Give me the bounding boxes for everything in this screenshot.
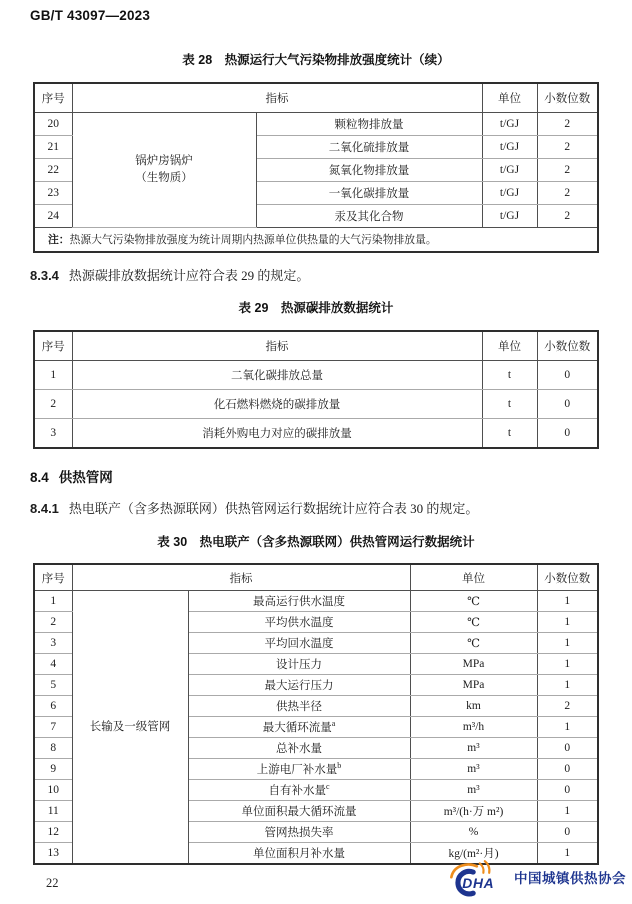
decimals-cell: 2 [537, 696, 598, 717]
decimals-cell: 0 [537, 390, 598, 419]
clause-text: 热电联产（含多热源联网）供热管网运行数据统计应符合表 30 的规定。 [68, 501, 479, 516]
indicator-text: 管网热损失率 [264, 827, 334, 839]
indicator-cell [188, 696, 410, 717]
col-header-seq: 序号 [34, 564, 72, 591]
table30-caption: 表 30 热电联产（含多热源联网）供热管网运行数据统计 [157, 535, 475, 549]
seq-cell: 10 [34, 780, 72, 801]
indicator-cell: 氮氧化物排放量 [256, 159, 482, 182]
decimals-cell: 1 [537, 675, 598, 696]
table30-header-row [34, 564, 598, 591]
decimals-cell: 1 [537, 843, 598, 865]
unit-cell: ℃ [410, 633, 537, 654]
seq-cell: 5 [34, 675, 72, 696]
note-label: 注： [48, 234, 70, 246]
indicator-cell [188, 717, 410, 738]
col-header-indicator: 指标 [72, 564, 410, 591]
indicator-cell: 汞及其化合物 [256, 205, 482, 228]
table30-group-cell [72, 591, 188, 865]
table30 [33, 563, 599, 865]
seq-cell: 1 [34, 361, 72, 390]
decimals-cell: 2 [537, 159, 598, 182]
table28 [33, 82, 599, 253]
indicator-cell [188, 675, 410, 696]
seq-cell: 2 [34, 612, 72, 633]
unit-cell: MPa [410, 654, 537, 675]
decimals-cell: 0 [537, 419, 598, 449]
decimals-cell: 1 [537, 591, 598, 612]
table-row [34, 361, 598, 390]
indicator-cell [188, 780, 410, 801]
seq-cell: 23 [34, 182, 72, 205]
seq-cell: 1 [34, 591, 72, 612]
decimals-cell: 2 [537, 182, 598, 205]
indicator-cell: 颗粒物排放量 [256, 113, 482, 136]
seq-cell: 11 [34, 801, 72, 822]
unit-cell: t [482, 419, 537, 449]
indicator-text: 供热半径 [276, 701, 322, 713]
decimals-cell: 0 [537, 822, 598, 843]
unit-cell: t/GJ [482, 113, 537, 136]
decimals-cell: 0 [537, 738, 598, 759]
unit-cell: MPa [410, 675, 537, 696]
unit-cell: m³ [410, 780, 537, 801]
table28-note-row [34, 228, 598, 253]
indicator-cell [188, 759, 410, 780]
seq-cell: 21 [34, 136, 72, 159]
indicator-cell: 消耗外购电力对应的碳排放量 [72, 419, 482, 449]
logo-acronym: DHA [462, 875, 495, 892]
unit-cell: t/GJ [482, 136, 537, 159]
indicator-text: 自有补水量 [268, 785, 326, 797]
seq-cell: 3 [34, 633, 72, 654]
footnote-marker: c [325, 782, 330, 792]
seq-cell: 8 [34, 738, 72, 759]
unit-cell: m³/(h·万 m²) [410, 801, 537, 822]
indicator-cell: 化石燃料燃烧的碳排放量 [72, 390, 482, 419]
table29-header-row [34, 331, 598, 361]
unit-cell: km [410, 696, 537, 717]
col-header-seq: 序号 [34, 83, 72, 113]
indicator-cell [188, 633, 410, 654]
table28-caption: 表 28 热源运行大气污染物排放强度统计（续） [182, 53, 450, 67]
group-label-line2: （生物质） [135, 172, 193, 184]
decimals-cell: 2 [537, 113, 598, 136]
unit-cell: kg/(m²·月) [410, 843, 537, 865]
footnote-marker: a [331, 719, 336, 729]
col-header-decimals: 小数位数 [537, 83, 598, 113]
clause-number: 8.4.1 [30, 501, 59, 516]
footnote-marker: b [337, 761, 342, 771]
seq-cell: 6 [34, 696, 72, 717]
col-header-unit: 单位 [482, 331, 537, 361]
decimals-cell: 2 [537, 136, 598, 159]
indicator-cell [188, 612, 410, 633]
clause-8-4-heading [30, 468, 632, 487]
seq-cell: 22 [34, 159, 72, 182]
seq-cell: 20 [34, 113, 72, 136]
decimals-cell: 1 [537, 654, 598, 675]
indicator-text: 最高运行供水温度 [253, 596, 345, 608]
decimals-cell: 1 [537, 801, 598, 822]
indicator-cell [188, 591, 410, 612]
decimals-cell: 0 [537, 780, 598, 801]
unit-cell: m³ [410, 738, 537, 759]
indicator-cell: 一氧化碳排放量 [256, 182, 482, 205]
indicator-cell [188, 738, 410, 759]
indicator-cell [188, 801, 410, 822]
table28-header-row [34, 83, 598, 113]
unit-cell: ℃ [410, 591, 537, 612]
clause-number: 8.4 [30, 470, 49, 485]
seq-cell: 24 [34, 205, 72, 228]
unit-cell: t [482, 361, 537, 390]
group-label: 长输及一级管网 [89, 720, 171, 733]
decimals-cell: 2 [537, 205, 598, 228]
indicator-text: 单位面积月补水量 [253, 848, 345, 860]
seq-cell: 7 [34, 717, 72, 738]
table-row [34, 113, 598, 136]
clause-text: 热源碳排放数据统计应符合表 29 的规定。 [68, 268, 310, 283]
unit-cell: t/GJ [482, 205, 537, 228]
indicator-text: 单位面积最大循环流量 [241, 806, 357, 818]
indicator-text: 上游电厂补水量 [256, 764, 338, 776]
table29-caption: 表 29 热源碳排放数据统计 [238, 301, 394, 315]
seq-cell: 3 [34, 419, 72, 449]
cdha-logo [447, 859, 626, 899]
table28-group-cell [72, 113, 256, 228]
note-text: 热源大气污染物排放强度为统计周期内热源单位供热量的大气污染物排放量。 [69, 234, 437, 246]
indicator-text: 平均回水温度 [264, 638, 334, 650]
indicator-text: 最大运行压力 [264, 680, 334, 692]
col-header-unit: 单位 [482, 83, 537, 113]
indicator-text: 设计压力 [276, 659, 322, 671]
clause-number: 8.3.4 [30, 268, 59, 283]
col-header-indicator: 指标 [72, 331, 482, 361]
clause-8-3-4 [30, 267, 632, 285]
col-header-decimals: 小数位数 [537, 331, 598, 361]
unit-cell: t [482, 390, 537, 419]
page-number: 22 [46, 876, 59, 890]
indicator-cell: 二氧化碳排放总量 [72, 361, 482, 390]
indicator-cell [188, 843, 410, 865]
indicator-cell [188, 654, 410, 675]
indicator-cell: 二氧化硫排放量 [256, 136, 482, 159]
group-label-line1: 锅炉房锅炉 [135, 155, 193, 167]
col-header-unit: 单位 [410, 564, 537, 591]
decimals-cell: 1 [537, 717, 598, 738]
indicator-text: 最大循环流量 [262, 722, 332, 734]
decimals-cell: 0 [537, 759, 598, 780]
seq-cell: 9 [34, 759, 72, 780]
unit-cell: m³/h [410, 717, 537, 738]
table-row [34, 390, 598, 419]
indicator-text: 总补水量 [276, 743, 322, 755]
unit-cell: ℃ [410, 612, 537, 633]
decimals-cell: 1 [537, 633, 598, 654]
clause-8-4-1 [30, 500, 632, 518]
table29 [33, 330, 599, 449]
indicator-cell [188, 822, 410, 843]
logo-org-name: 中国城镇供热协会 [514, 871, 626, 886]
seq-cell: 2 [34, 390, 72, 419]
seq-cell: 13 [34, 843, 72, 865]
unit-cell: m³ [410, 759, 537, 780]
table-row [34, 591, 598, 612]
unit-cell: t/GJ [482, 159, 537, 182]
col-header-indicator: 指标 [72, 83, 482, 113]
standard-code: GB/T 43097—2023 [30, 8, 151, 23]
decimals-cell: 0 [537, 361, 598, 390]
unit-cell: t/GJ [482, 182, 537, 205]
clause-title: 供热管网 [58, 470, 113, 485]
unit-cell: % [410, 822, 537, 843]
decimals-cell: 1 [537, 612, 598, 633]
col-header-decimals: 小数位数 [537, 564, 598, 591]
col-header-seq: 序号 [34, 331, 72, 361]
table-row [34, 419, 598, 449]
indicator-text: 平均供水温度 [264, 617, 334, 629]
seq-cell: 12 [34, 822, 72, 843]
seq-cell: 4 [34, 654, 72, 675]
cdha-logo-icon [447, 859, 511, 899]
table28-note-cell [34, 228, 598, 253]
